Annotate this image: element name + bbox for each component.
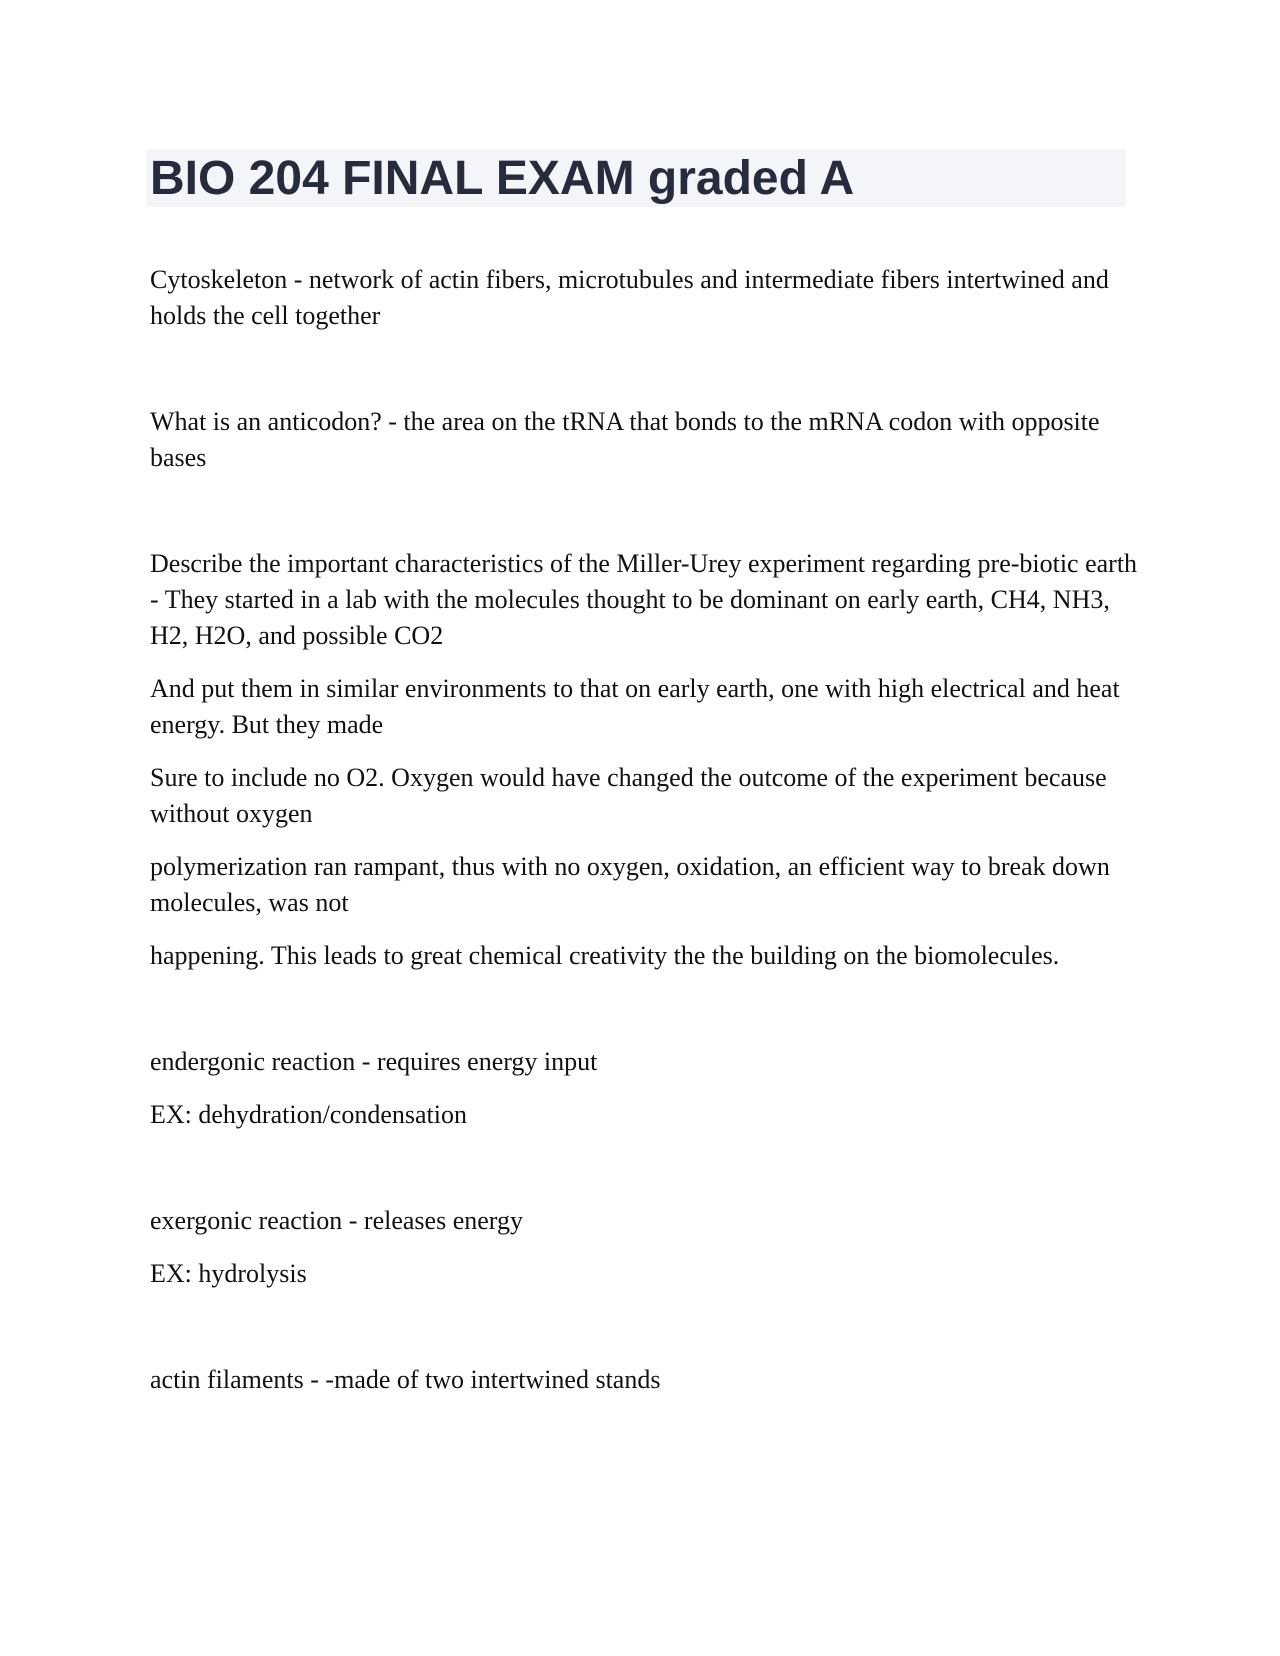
qa-entry (150, 1044, 1140, 1133)
entry-paragraph: What is an anticodon? - the area on the tRNA that bonds to the mRNA codon with opposite bases (150, 407, 1100, 472)
entry-paragraph: happening. This leads to great chemical creativity the the building on the biomolecules. (150, 941, 1060, 970)
qa-entry (150, 262, 1140, 334)
qa-entry (150, 404, 1140, 476)
entry-paragraph: EX: dehydration/condensation (150, 1100, 467, 1129)
entry-paragraph: EX: hydrolysis (150, 1259, 307, 1288)
entry-paragraph: endergonic reaction - requires energy input (150, 1047, 598, 1076)
entry-paragraph: Sure to include no O2. Oxygen would have changed the outcome of the experiment because without oxygen (150, 763, 1107, 828)
page-title: BIO 204 FINAL EXAM graded A (150, 152, 855, 205)
entry-paragraph: Describe the important characteristics of the Miller-Urey experiment regarding pre-biotic earth - They started in a lab with the molecules thought to be dominant on early earth, CH4, NH3, H2, H2O, and possible CO2 (150, 549, 1138, 650)
entry-paragraph: exergonic reaction - releases energy (150, 1206, 523, 1235)
entry-paragraph: Cytoskeleton - network of actin fibers, microtubules and intermediate fibers intertwined and holds the cell together (150, 265, 1109, 330)
entry-paragraph: actin filaments - -made of two intertwined stands (150, 1365, 661, 1394)
qa-entry (150, 546, 1140, 974)
entry-paragraph: polymerization ran rampant, thus with no oxygen, oxidation, an efficient way to break down molecules, was not (150, 852, 1110, 917)
qa-entry (150, 1362, 1140, 1398)
qa-entry (150, 1203, 1140, 1292)
entry-paragraph: And put them in similar environments to that on early earth, one with high electrical and heat energy. But they made (150, 674, 1120, 739)
document-body (150, 262, 1140, 1468)
